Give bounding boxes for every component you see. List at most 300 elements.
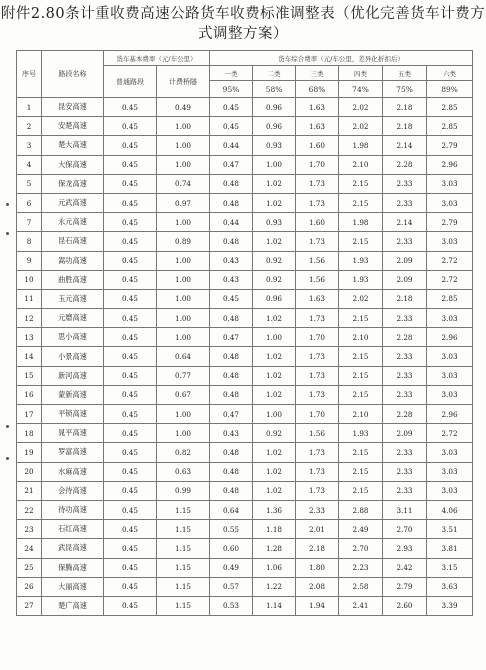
cell-class-6: 3.03	[427, 443, 473, 462]
cell-normal-rate: 0.45	[104, 174, 157, 193]
cell-normal-rate: 0.45	[104, 328, 157, 347]
cell-seq: 20	[17, 462, 42, 481]
cell-class-4: 2.02	[339, 117, 383, 136]
cell-class-6: 2.85	[427, 289, 473, 308]
table-row	[17, 347, 473, 366]
cell-normal-rate: 0.45	[104, 596, 157, 615]
cell-class-5: 2.79	[383, 577, 427, 596]
cell-seq: 15	[17, 366, 42, 385]
cell-class-2: 1.02	[253, 347, 296, 366]
table-row	[17, 309, 473, 328]
table-row	[17, 405, 473, 424]
scan-dot-mark	[6, 457, 9, 460]
cell-bridge-rate: 0.77	[157, 366, 210, 385]
cell-class-2: 1.00	[253, 328, 296, 347]
table-row	[17, 136, 473, 155]
header-class-6: 六类	[427, 66, 473, 81]
cell-normal-rate: 0.45	[104, 577, 157, 596]
cell-class-6: 2.85	[427, 117, 473, 136]
cell-normal-rate: 0.45	[104, 462, 157, 481]
cell-seq: 13	[17, 328, 42, 347]
cell-class-2: 1.18	[253, 520, 296, 539]
cell-class-5: 3.11	[383, 500, 427, 519]
cell-normal-rate: 0.45	[104, 347, 157, 366]
cell-class-6: 3.39	[427, 596, 473, 615]
cell-road-name: 蒙新高速	[42, 385, 104, 404]
title-line-1: 附件2.80条计重收费高速公路货车收费标准调整表（优化完善货车计费方	[0, 6, 486, 22]
cell-normal-rate: 0.45	[104, 558, 157, 577]
table-row	[17, 232, 473, 251]
cell-class-5: 2.42	[383, 558, 427, 577]
cell-road-name: 嵩功高速	[42, 251, 104, 270]
cell-class-1: 0.47	[210, 155, 253, 174]
cell-class-4: 1.93	[339, 424, 383, 443]
cell-normal-rate: 0.45	[104, 98, 157, 117]
cell-class-6: 4.06	[427, 500, 473, 519]
cell-class-1: 0.45	[210, 98, 253, 117]
cell-class-1: 0.48	[210, 366, 253, 385]
cell-class-6: 3.03	[427, 385, 473, 404]
cell-class-2: 0.92	[253, 424, 296, 443]
cell-class-4: 2.15	[339, 385, 383, 404]
cell-normal-rate: 0.45	[104, 309, 157, 328]
cell-seq: 9	[17, 251, 42, 270]
cell-class-5: 2.33	[383, 366, 427, 385]
cell-seq: 8	[17, 232, 42, 251]
cell-class-2: 1.22	[253, 577, 296, 596]
cell-class-5: 2.18	[383, 289, 427, 308]
cell-road-name: 大保高速	[42, 155, 104, 174]
cell-class-6: 3.03	[427, 481, 473, 500]
cell-class-4: 2.15	[339, 309, 383, 328]
cell-class-5: 2.33	[383, 443, 427, 462]
cell-road-name: 永元高速	[42, 213, 104, 232]
cell-class-4: 2.10	[339, 405, 383, 424]
cell-bridge-rate: 0.49	[157, 98, 210, 117]
cell-normal-rate: 0.45	[104, 405, 157, 424]
cell-class-5: 2.18	[383, 117, 427, 136]
table-row	[17, 577, 473, 596]
cell-bridge-rate: 1.00	[157, 424, 210, 443]
cell-class-6: 3.03	[427, 232, 473, 251]
cell-class-5: 2.70	[383, 520, 427, 539]
cell-road-name: 石红高速	[42, 520, 104, 539]
cell-normal-rate: 0.45	[104, 155, 157, 174]
cell-bridge-rate: 1.15	[157, 520, 210, 539]
cell-class-1: 0.45	[210, 289, 253, 308]
cell-normal-rate: 0.45	[104, 270, 157, 289]
cell-seq: 24	[17, 539, 42, 558]
table-row	[17, 328, 473, 347]
cell-class-5: 2.33	[383, 385, 427, 404]
cell-bridge-rate: 1.00	[157, 213, 210, 232]
cell-road-name: 大丽高速	[42, 577, 104, 596]
cell-class-4: 1.98	[339, 136, 383, 155]
cell-seq: 6	[17, 193, 42, 212]
header-road-name: 路段名称	[42, 51, 104, 98]
cell-normal-rate: 0.45	[104, 520, 157, 539]
cell-road-name: 昆石高速	[42, 232, 104, 251]
cell-class-5: 2.33	[383, 232, 427, 251]
header-row-1	[17, 51, 473, 66]
cell-class-2: 1.02	[253, 366, 296, 385]
discount-class-6: 89%	[427, 81, 473, 98]
table-row	[17, 98, 473, 117]
cell-class-2: 0.93	[253, 136, 296, 155]
cell-class-3: 1.60	[296, 136, 339, 155]
cell-seq: 5	[17, 174, 42, 193]
cell-class-2: 1.02	[253, 462, 296, 481]
cell-class-4: 2.70	[339, 539, 383, 558]
cell-class-2: 1.02	[253, 232, 296, 251]
cell-class-5: 2.33	[383, 309, 427, 328]
cell-road-name: 保腾高速	[42, 558, 104, 577]
cell-seq: 3	[17, 136, 42, 155]
cell-class-4: 2.15	[339, 481, 383, 500]
cell-class-6: 3.81	[427, 539, 473, 558]
table-row	[17, 539, 473, 558]
cell-class-4: 2.02	[339, 98, 383, 117]
cell-class-3: 1.73	[296, 443, 339, 462]
cell-class-6: 2.79	[427, 136, 473, 155]
header-class-5: 五类	[383, 66, 427, 81]
cell-seq: 4	[17, 155, 42, 174]
cell-class-1: 0.60	[210, 539, 253, 558]
cell-class-3: 1.70	[296, 155, 339, 174]
cell-class-6: 3.51	[427, 520, 473, 539]
table-row	[17, 270, 473, 289]
table-row	[17, 193, 473, 212]
cell-class-6: 3.03	[427, 366, 473, 385]
cell-class-3: 1.73	[296, 193, 339, 212]
cell-seq: 22	[17, 500, 42, 519]
table-row	[17, 520, 473, 539]
table-row	[17, 174, 473, 193]
cell-road-name: 曲胜高速	[42, 270, 104, 289]
scan-dot-mark	[6, 232, 9, 235]
header-class-3: 三类	[296, 66, 339, 81]
cell-class-6: 2.85	[427, 98, 473, 117]
table-row	[17, 155, 473, 174]
cell-road-name: 水麻高速	[42, 462, 104, 481]
cell-bridge-rate: 1.00	[157, 270, 210, 289]
cell-class-2: 1.06	[253, 558, 296, 577]
header-combined-rate-group: 货车综合费率（元/车公里，差异化折扣后）	[210, 51, 473, 66]
cell-seq: 10	[17, 270, 42, 289]
cell-class-1: 0.47	[210, 405, 253, 424]
cell-class-1: 0.55	[210, 520, 253, 539]
cell-class-5: 2.28	[383, 155, 427, 174]
cell-bridge-rate: 1.15	[157, 577, 210, 596]
cell-bridge-rate: 1.00	[157, 289, 210, 308]
cell-class-5: 2.09	[383, 270, 427, 289]
cell-normal-rate: 0.45	[104, 136, 157, 155]
cell-road-name: 安楚高速	[42, 117, 104, 136]
cell-class-2: 1.02	[253, 193, 296, 212]
cell-class-4: 2.15	[339, 193, 383, 212]
table-row	[17, 385, 473, 404]
cell-seq: 25	[17, 558, 42, 577]
cell-class-3: 1.56	[296, 424, 339, 443]
cell-class-6: 2.79	[427, 213, 473, 232]
cell-road-name: 元武高速	[42, 193, 104, 212]
cell-class-4: 2.15	[339, 443, 383, 462]
cell-class-1: 0.48	[210, 347, 253, 366]
discount-class-2: 58%	[253, 81, 296, 98]
cell-class-6: 3.03	[427, 347, 473, 366]
cell-class-4: 2.88	[339, 500, 383, 519]
cell-class-6: 2.96	[427, 405, 473, 424]
cell-class-4: 2.15	[339, 232, 383, 251]
cell-class-1: 0.48	[210, 309, 253, 328]
cell-class-4: 1.98	[339, 213, 383, 232]
cell-seq: 11	[17, 289, 42, 308]
cell-road-name: 楚广高速	[42, 596, 104, 615]
header-basic-rate-group: 货车基本费率（元/车公里）	[104, 51, 210, 66]
cell-bridge-rate: 1.00	[157, 136, 210, 155]
table-row	[17, 117, 473, 136]
cell-class-1: 0.57	[210, 577, 253, 596]
cell-seq: 27	[17, 596, 42, 615]
cell-class-4: 1.93	[339, 270, 383, 289]
scan-dot-mark	[6, 203, 9, 206]
cell-class-4: 2.49	[339, 520, 383, 539]
cell-class-4: 2.10	[339, 155, 383, 174]
cell-class-6: 3.03	[427, 462, 473, 481]
cell-class-3: 1.80	[296, 558, 339, 577]
table-row	[17, 213, 473, 232]
cell-class-1: 0.43	[210, 424, 253, 443]
cell-class-4: 2.15	[339, 347, 383, 366]
cell-class-5: 2.09	[383, 424, 427, 443]
cell-class-1: 0.44	[210, 213, 253, 232]
cell-class-1: 0.48	[210, 385, 253, 404]
cell-bridge-rate: 1.00	[157, 155, 210, 174]
cell-class-6: 3.03	[427, 174, 473, 193]
cell-class-3: 2.01	[296, 520, 339, 539]
cell-class-4: 2.02	[339, 289, 383, 308]
scan-dot-mark	[6, 425, 9, 428]
cell-road-name: 玉元高速	[42, 289, 104, 308]
cell-road-name: 武昆高速	[42, 539, 104, 558]
cell-road-name: 待功高速	[42, 500, 104, 519]
cell-class-3: 1.73	[296, 462, 339, 481]
cell-road-name: 新河高速	[42, 366, 104, 385]
cell-class-2: 1.02	[253, 481, 296, 500]
cell-class-3: 1.73	[296, 232, 339, 251]
table-row	[17, 500, 473, 519]
cell-class-1: 0.49	[210, 558, 253, 577]
cell-class-1: 0.53	[210, 596, 253, 615]
cell-class-1: 0.64	[210, 500, 253, 519]
cell-road-name: 保龙高速	[42, 174, 104, 193]
cell-class-3: 1.63	[296, 117, 339, 136]
cell-class-2: 0.96	[253, 289, 296, 308]
cell-seq: 7	[17, 213, 42, 232]
cell-class-1: 0.48	[210, 481, 253, 500]
cell-bridge-rate: 0.67	[157, 385, 210, 404]
cell-bridge-rate: 0.74	[157, 174, 210, 193]
cell-seq: 2	[17, 117, 42, 136]
cell-class-3: 1.94	[296, 596, 339, 615]
toll-rate-table	[16, 50, 473, 616]
discount-class-3: 68%	[296, 81, 339, 98]
discount-class-1: 95%	[210, 81, 253, 98]
cell-class-5: 2.60	[383, 596, 427, 615]
cell-class-2: 1.14	[253, 596, 296, 615]
cell-class-2: 1.00	[253, 155, 296, 174]
cell-bridge-rate: 0.63	[157, 462, 210, 481]
cell-class-4: 2.15	[339, 366, 383, 385]
cell-class-1: 0.48	[210, 174, 253, 193]
cell-bridge-rate: 0.97	[157, 193, 210, 212]
cell-class-1: 0.43	[210, 270, 253, 289]
cell-class-4: 2.23	[339, 558, 383, 577]
cell-class-2: 1.28	[253, 539, 296, 558]
cell-class-4: 2.15	[339, 462, 383, 481]
cell-seq: 18	[17, 424, 42, 443]
cell-normal-rate: 0.45	[104, 424, 157, 443]
cell-class-2: 0.92	[253, 270, 296, 289]
table-row	[17, 462, 473, 481]
cell-road-name: 小景高速	[42, 347, 104, 366]
title-line-2: 式调整方案）	[198, 26, 288, 42]
cell-seq: 23	[17, 520, 42, 539]
cell-seq: 16	[17, 385, 42, 404]
cell-class-5: 2.14	[383, 136, 427, 155]
discount-class-5: 75%	[383, 81, 427, 98]
cell-normal-rate: 0.45	[104, 289, 157, 308]
header-class-2: 二类	[253, 66, 296, 81]
table-row	[17, 251, 473, 270]
cell-normal-rate: 0.45	[104, 481, 157, 500]
cell-class-5: 2.28	[383, 328, 427, 347]
cell-seq: 14	[17, 347, 42, 366]
cell-class-3: 1.73	[296, 309, 339, 328]
cell-class-3: 1.73	[296, 385, 339, 404]
cell-normal-rate: 0.45	[104, 539, 157, 558]
cell-class-6: 3.03	[427, 193, 473, 212]
cell-seq: 26	[17, 577, 42, 596]
table-row	[17, 481, 473, 500]
cell-class-6: 3.03	[427, 309, 473, 328]
cell-class-2: 0.96	[253, 117, 296, 136]
cell-class-6: 2.72	[427, 251, 473, 270]
cell-class-5: 2.93	[383, 539, 427, 558]
cell-class-6: 2.72	[427, 424, 473, 443]
cell-normal-rate: 0.45	[104, 117, 157, 136]
cell-bridge-rate: 1.00	[157, 251, 210, 270]
cell-class-1: 0.45	[210, 117, 253, 136]
cell-bridge-rate: 0.89	[157, 232, 210, 251]
cell-bridge-rate: 1.15	[157, 500, 210, 519]
cell-class-5: 2.33	[383, 462, 427, 481]
cell-class-3: 1.73	[296, 174, 339, 193]
cell-class-1: 0.44	[210, 136, 253, 155]
cell-class-5: 2.28	[383, 405, 427, 424]
table-row	[17, 596, 473, 615]
cell-class-4: 1.93	[339, 251, 383, 270]
table-row	[17, 443, 473, 462]
cell-class-3: 2.33	[296, 500, 339, 519]
cell-class-3: 1.73	[296, 347, 339, 366]
cell-bridge-rate: 0.82	[157, 443, 210, 462]
cell-class-2: 0.96	[253, 98, 296, 117]
cell-class-5: 2.33	[383, 193, 427, 212]
cell-class-3: 2.08	[296, 577, 339, 596]
cell-road-name: 思小高速	[42, 328, 104, 347]
cell-seq: 12	[17, 309, 42, 328]
cell-class-3: 1.70	[296, 328, 339, 347]
cell-class-2: 0.93	[253, 213, 296, 232]
cell-class-6: 3.63	[427, 577, 473, 596]
cell-class-3: 1.56	[296, 251, 339, 270]
table-row	[17, 289, 473, 308]
cell-seq: 17	[17, 405, 42, 424]
cell-road-name: 罗富高速	[42, 443, 104, 462]
cell-bridge-rate: 1.00	[157, 405, 210, 424]
cell-road-name: 晁平高速	[42, 424, 104, 443]
cell-class-5: 2.33	[383, 174, 427, 193]
cell-seq: 1	[17, 98, 42, 117]
cell-class-5: 2.14	[383, 213, 427, 232]
cell-class-5: 2.18	[383, 98, 427, 117]
cell-class-2: 1.00	[253, 405, 296, 424]
cell-class-4: 2.58	[339, 577, 383, 596]
cell-class-5: 2.33	[383, 347, 427, 366]
cell-class-4: 2.10	[339, 328, 383, 347]
document-title	[0, 4, 486, 44]
header-bridge-tunnel: 计费桥隧	[157, 66, 210, 98]
cell-class-5: 2.09	[383, 251, 427, 270]
cell-bridge-rate: 0.99	[157, 481, 210, 500]
header-class-1: 一类	[210, 66, 253, 81]
cell-bridge-rate: 1.15	[157, 539, 210, 558]
cell-class-2: 1.02	[253, 385, 296, 404]
cell-normal-rate: 0.45	[104, 443, 157, 462]
cell-class-1: 0.47	[210, 328, 253, 347]
table-row	[17, 366, 473, 385]
table-body	[17, 98, 473, 616]
header-class-4: 四类	[339, 66, 383, 81]
cell-bridge-rate: 1.15	[157, 558, 210, 577]
cell-class-4: 2.15	[339, 174, 383, 193]
cell-class-2: 1.02	[253, 174, 296, 193]
cell-bridge-rate: 0.64	[157, 347, 210, 366]
header-normal-section: 普通路段	[104, 66, 157, 98]
discount-class-4: 74%	[339, 81, 383, 98]
cell-road-name: 楚大高速	[42, 136, 104, 155]
cell-road-name: 会待高速	[42, 481, 104, 500]
cell-seq: 19	[17, 443, 42, 462]
cell-normal-rate: 0.45	[104, 232, 157, 251]
cell-class-2: 1.36	[253, 500, 296, 519]
cell-normal-rate: 0.45	[104, 213, 157, 232]
cell-class-6: 2.96	[427, 155, 473, 174]
cell-class-3: 2.18	[296, 539, 339, 558]
cell-normal-rate: 0.45	[104, 366, 157, 385]
cell-normal-rate: 0.45	[104, 385, 157, 404]
cell-class-1: 0.43	[210, 251, 253, 270]
cell-road-name: 昆安高速	[42, 98, 104, 117]
cell-bridge-rate: 1.00	[157, 309, 210, 328]
cell-class-2: 1.02	[253, 443, 296, 462]
cell-class-3: 1.73	[296, 481, 339, 500]
cell-normal-rate: 0.45	[104, 500, 157, 519]
cell-class-6: 2.96	[427, 328, 473, 347]
cell-class-6: 2.72	[427, 270, 473, 289]
cell-class-6: 3.15	[427, 558, 473, 577]
